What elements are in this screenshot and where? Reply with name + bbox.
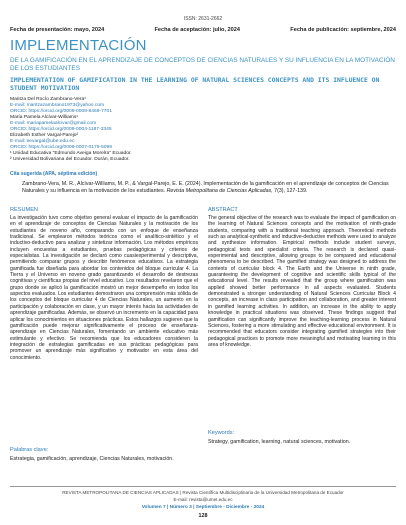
citation-label: Cita sugerida (APA, séptima edición) — [10, 171, 98, 177]
keywords-en-text: Strategy, gamification, learning, natural sciences, motivation. — [208, 439, 351, 445]
dates-row — [10, 27, 396, 33]
presentation-date: Fecha de presentación: mayo, 2024 — [10, 27, 105, 33]
citation-main: Zambrano-Vera, M. R., Alcívar-Williams, M. P., & Vargal-Parejo, E. E. (2024). Implementación de la gamificación en el aprendizaje de conceptos de Ciencias Naturales y su influencia en la motivación de los estudiantes. — [22, 181, 389, 194]
keywords-en-heading: Keywords: — [208, 430, 235, 436]
abstract-text: The general objective of the research was to evaluate the impact of gamification on the learning of Natural Sciences concepts and the motivation of ninth-grade students, comparing with a traditional teaching approach. Theoretical methods such as analytical-synthetic and inductive-deductive methods were used to analyze and synthesize information. Empirical methods include student surveys, pedagogical tests and specialist criteria. The research is declared quasi-experimental and descriptive, allowing groups to be compared and educational phenomena to be described. The gamified strategy was designed to address the contents of curricular block 4. The Earth and the Universe in ninth grade, guaranteeing the development of cognitive and scientific skills typical of the educational level. The results revealed that the group where gamification was applied showed better performance in all aspects evaluated. Students demonstrated a stronger understanding of Natural Sciences Curricular Block 4 concepts, an increase in class participation and collaboration, and greater interest in gamified learning activities. In addition, an increase in the ability to apply knowledge in practical situations was observed. These findings suggest that gamification can significantly improve the teaching-learning process in Natural Sciences, fostering a more stimulating and effective educational environment. It is recommended that educators consider integrating gamified strategies into their pedagogical practices to promote more meaningful and motivating learning in this area of knowledge. — [208, 215, 396, 348]
author-line: Maritza Del Rocío Zambrano-Vera¹ — [10, 97, 86, 102]
author-email-link[interactable]: E-mail: eevargal@ube.edu.ec — [10, 139, 75, 145]
affiliation-line: ² Universidad Bolivariana del Ecuador. Durán, Ecuador. — [10, 157, 130, 163]
author-email-link[interactable]: E-mail: maritzazambrano1973@yahoo.com — [10, 103, 105, 109]
issn: ISSN: 2631-2662 — [183, 16, 223, 22]
acceptance-date: Fecha de aceptación: julio, 2024 — [154, 27, 240, 33]
footer-volume: Volumen 7 | Número 3 | Septiembre - Diciembre - 2024 — [141, 505, 265, 510]
article-subtitle-en: IMPLEMENTATION OF GAMIFICATION IN THE LEARNING OF NATURAL SCIENCES CONCEPTS AND ITS INFLUENCE ON STUDENT MOTIVATION — [10, 76, 380, 92]
author-orcid-link[interactable]: ORCID: https://orcid.org/0009-0004-1187-3345 — [10, 127, 112, 133]
author-line: Elizabeth Esther Vargal-Parejo² — [10, 133, 79, 139]
footer-journal: REVISTA METROPOLITANA DE CIENCIAS APLICADAS | Revista Científica Multidisciplinaria de la Universidad Metropolitana de Ecuador — [62, 490, 344, 495]
author-orcid-link[interactable]: ORCID: https://orcid.org/0009-0007-0179-5099 — [10, 145, 112, 151]
footer-email[interactable]: E-mail: revista@umet.edu.ec — [173, 497, 233, 502]
abstract-heading: ABSTRACT — [208, 207, 238, 213]
footer-divider — [10, 486, 396, 487]
author-orcid-link[interactable]: ORCID: https://orcid.org/0009-0008-8469-7701 — [10, 109, 112, 115]
authors-block — [10, 97, 270, 164]
citation-journal: Revista Metropolitana de Ciencias Aplicadas, — [166, 187, 273, 194]
author-email-link[interactable]: E-mail: mariapamelaalcivar@gmail.com — [10, 121, 97, 127]
keywords-es-heading: Palabras clave: — [10, 447, 49, 453]
page-number: 128 — [198, 513, 208, 519]
resumen-heading: RESUMEN — [10, 207, 38, 213]
resumen-text: La investigación tuvo como objetivo general evaluar el impacto de la gamificación en el aprendizaje de conceptos de Ciencias Naturales y la motivación de los estudiantes de noveno año, comparando con un enfoque de enseñanza tradicional. Se emplearon métodos teóricos como el analítico-sintético y el inductivo-deductivo para analizar y sintetizar información. Los métodos empíricos incluyen encuestas a estudiantes, pruebas pedagógicas y criterios de especialistas. La investigación se declaró como cuasiexperimental y descriptiva, permitiendo comparar grupos y describir fenómenos educativos. La estrategia gamificada fue diseñada para abordar los contenidos del bloque curricular 4. La Tierra y el Universo en noveno grado garantizando el desarrollo de destrezas cognitivas y científicas propias del nivel educativo. Los resultados revelaron que el grupo donde se aplicó la gamificación mostró un mejor desempeño en todos los aspectos evaluados. Los estudiantes demostraron una comprensión más sólida de los conceptos del bloque curricular 4 de Ciencias Naturales, un aumento en la participación y colaboración en clase, y un mayor interés hacia las actividades de aprendizaje gamificadas. Además, se observó un incremento en la capacidad para aplicar los conocimientos en situaciones prácticas. Estos hallazgos sugieren que la gamificación puede mejorar significativamente el proceso de enseñanza-aprendizaje en Ciencias Naturales, fomentando un ambiente educativo más estimulante y efectivo. Se recomienda que los educadores consideren la integración de estrategias gamificadas en sus prácticas pedagógicas para promover un aprendizaje más significativo y motivador en esta área del conocimiento. — [10, 215, 198, 361]
article-subtitle-es: DE LA GAMIFICACIÓN EN EL APRENDIZAJE DE CONCEPTOS DE CIENCIAS NATURALES Y SU INFLUENCIA EN LA MOTIVACIÓN DE LOS ESTUDIANTES — [10, 57, 395, 72]
citation-text — [22, 181, 397, 194]
publication-date: Fecha de publicación: septiembre, 2024 — [290, 27, 396, 33]
keywords-es-text: Estrategia, gamificación, aprendizaje, Ciencias Naturales, motivación. — [10, 456, 174, 462]
affiliation-line: ¹ Unidad Educativa "Edmundo Aveiga Morelra" Ecuador. — [10, 151, 132, 157]
author-line: María Pamela Alcívar-Williams¹ — [10, 115, 78, 121]
citation-end: 7(3), 127-139. — [272, 187, 308, 194]
article-title: IMPLEMENTACIÓN — [10, 37, 147, 54]
